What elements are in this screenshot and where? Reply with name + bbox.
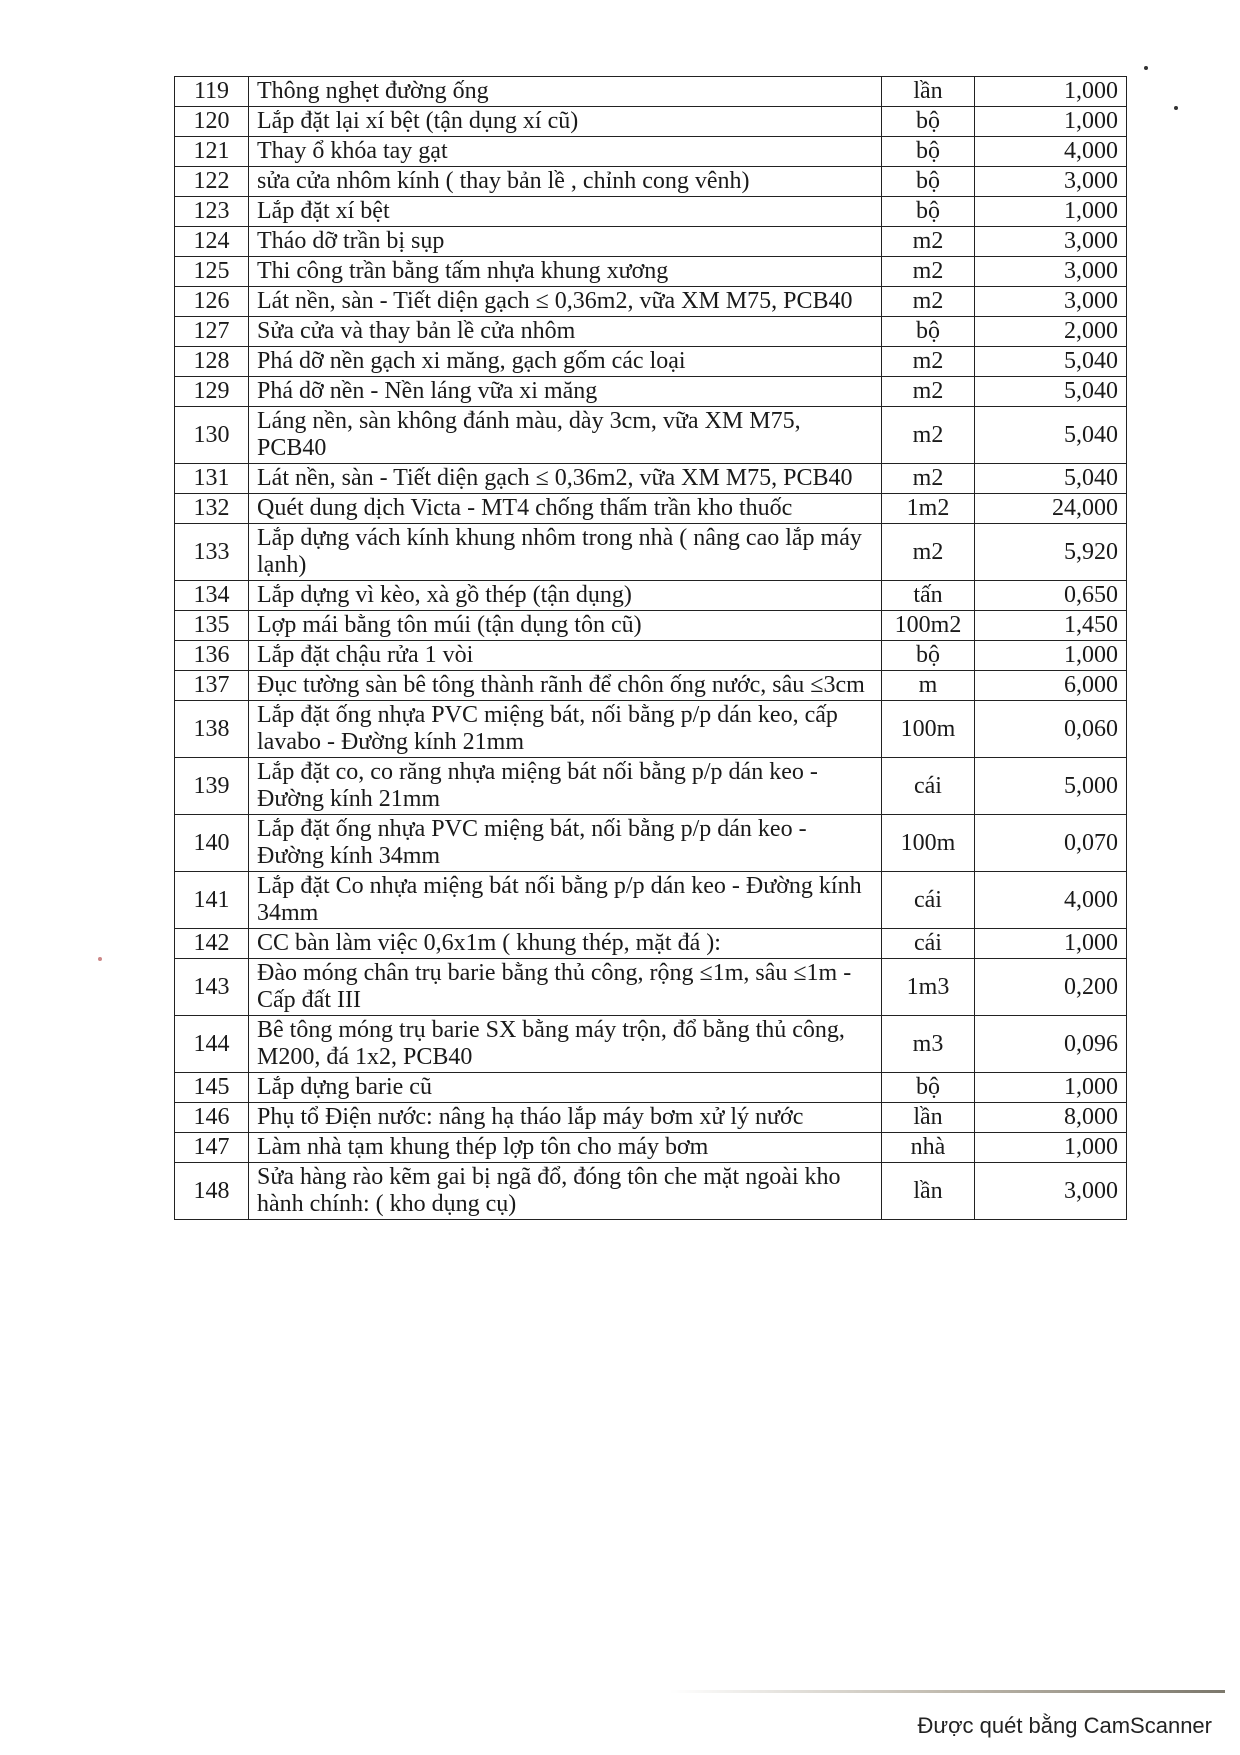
row-unit: 100m	[882, 701, 975, 758]
row-number: 131	[175, 464, 249, 494]
row-number: 135	[175, 611, 249, 641]
scan-speck	[98, 957, 102, 961]
row-description: Lắp dựng vách kính khung nhôm trong nhà ( nâng cao lắp máy lạnh)	[249, 524, 882, 581]
row-quantity: 1,000	[975, 107, 1127, 137]
row-number: 139	[175, 758, 249, 815]
row-description: Phá dỡ nền gạch xi măng, gạch gốm các loại	[249, 347, 882, 377]
row-quantity: 1,000	[975, 1073, 1127, 1103]
row-unit: m2	[882, 257, 975, 287]
row-unit: lần	[882, 1163, 975, 1220]
row-quantity: 0,070	[975, 815, 1127, 872]
row-quantity: 1,000	[975, 1133, 1127, 1163]
row-unit: bộ	[882, 107, 975, 137]
table-row	[175, 815, 1127, 872]
row-number: 132	[175, 494, 249, 524]
row-unit: m3	[882, 1016, 975, 1073]
table-row	[175, 641, 1127, 671]
table-row	[175, 77, 1127, 107]
row-quantity: 5,920	[975, 524, 1127, 581]
table-row	[175, 347, 1127, 377]
row-description: Lắp đặt chậu rửa 1 vòi	[249, 641, 882, 671]
row-unit: bộ	[882, 317, 975, 347]
row-quantity: 5,040	[975, 407, 1127, 464]
table-row	[175, 1073, 1127, 1103]
row-unit: bộ	[882, 1073, 975, 1103]
row-number: 134	[175, 581, 249, 611]
row-unit: m2	[882, 227, 975, 257]
row-unit: cái	[882, 758, 975, 815]
row-description: Sửa hàng rào kẽm gai bị ngã đổ, đóng tôn che mặt ngoài kho hành chính: ( kho dụng cụ)	[249, 1163, 882, 1220]
row-quantity: 5,040	[975, 464, 1127, 494]
row-description: Lắp dựng vì kèo, xà gồ thép (tận dụng)	[249, 581, 882, 611]
row-number: 123	[175, 197, 249, 227]
row-unit: bộ	[882, 641, 975, 671]
table-row	[175, 872, 1127, 929]
row-description: sửa cửa nhôm kính ( thay bản lề , chỉnh cong vênh)	[249, 167, 882, 197]
scan-speck	[1174, 106, 1178, 110]
row-unit: 1m2	[882, 494, 975, 524]
row-description: Lát nền, sàn - Tiết diện gạch ≤ 0,36m2, vữa XM M75, PCB40	[249, 464, 882, 494]
row-unit: lần	[882, 77, 975, 107]
table-body	[175, 77, 1127, 1220]
row-quantity: 6,000	[975, 671, 1127, 701]
row-quantity: 3,000	[975, 287, 1127, 317]
row-number: 143	[175, 959, 249, 1016]
row-quantity: 2,000	[975, 317, 1127, 347]
table-row	[175, 494, 1127, 524]
table-row	[175, 287, 1127, 317]
row-unit: cái	[882, 929, 975, 959]
row-unit: bộ	[882, 137, 975, 167]
row-number: 142	[175, 929, 249, 959]
row-number: 133	[175, 524, 249, 581]
row-description: Lắp đặt co, co răng nhựa miệng bát nối bằng p/p dán keo - Đường kính 21mm	[249, 758, 882, 815]
row-quantity: 24,000	[975, 494, 1127, 524]
table-row	[175, 167, 1127, 197]
row-number: 128	[175, 347, 249, 377]
table-row	[175, 137, 1127, 167]
row-quantity: 3,000	[975, 1163, 1127, 1220]
row-quantity: 1,000	[975, 641, 1127, 671]
row-number: 148	[175, 1163, 249, 1220]
row-unit: 100m2	[882, 611, 975, 641]
row-number: 138	[175, 701, 249, 758]
row-description: Lắp đặt ống nhựa PVC miệng bát, nối bằng p/p dán keo - Đường kính 34mm	[249, 815, 882, 872]
work-items-table	[174, 76, 1127, 1220]
table-row	[175, 611, 1127, 641]
row-quantity: 8,000	[975, 1103, 1127, 1133]
table-row	[175, 758, 1127, 815]
row-unit: 1m3	[882, 959, 975, 1016]
row-number: 124	[175, 227, 249, 257]
table-row	[175, 257, 1127, 287]
row-unit: m2	[882, 407, 975, 464]
table-row	[175, 197, 1127, 227]
row-number: 140	[175, 815, 249, 872]
table-row	[175, 1103, 1127, 1133]
row-description: Phụ tổ Điện nước: nâng hạ tháo lắp máy bơm xử lý nước	[249, 1103, 882, 1133]
row-number: 137	[175, 671, 249, 701]
row-quantity: 1,000	[975, 77, 1127, 107]
table-row	[175, 317, 1127, 347]
row-description: Lợp mái bằng tôn múi (tận dụng tôn cũ)	[249, 611, 882, 641]
row-description: Lắp đặt xí bệt	[249, 197, 882, 227]
row-number: 125	[175, 257, 249, 287]
row-quantity: 3,000	[975, 167, 1127, 197]
scan-speck	[1144, 66, 1148, 70]
row-quantity: 1,450	[975, 611, 1127, 641]
row-quantity: 0,200	[975, 959, 1127, 1016]
row-number: 147	[175, 1133, 249, 1163]
row-number: 146	[175, 1103, 249, 1133]
row-unit: m2	[882, 377, 975, 407]
row-quantity: 4,000	[975, 872, 1127, 929]
row-unit: 100m	[882, 815, 975, 872]
row-quantity: 0,650	[975, 581, 1127, 611]
table-row	[175, 107, 1127, 137]
row-description: Tháo dỡ trần bị sụp	[249, 227, 882, 257]
row-description: Láng nền, sàn không đánh màu, dày 3cm, vữa XM M75, PCB40	[249, 407, 882, 464]
row-unit: m2	[882, 524, 975, 581]
table-row	[175, 1163, 1127, 1220]
row-description: Thay ổ khóa tay gạt	[249, 137, 882, 167]
row-quantity: 5,040	[975, 377, 1127, 407]
table-row	[175, 407, 1127, 464]
row-number: 126	[175, 287, 249, 317]
row-quantity: 3,000	[975, 227, 1127, 257]
row-number: 130	[175, 407, 249, 464]
row-description: Sửa cửa và thay bản lề cửa nhôm	[249, 317, 882, 347]
row-description: Làm nhà tạm khung thép lợp tôn cho máy bơm	[249, 1133, 882, 1163]
row-unit: m	[882, 671, 975, 701]
row-unit: bộ	[882, 167, 975, 197]
row-description: Đục tường sàn bê tông thành rãnh để chôn ống nước, sâu ≤3cm	[249, 671, 882, 701]
row-description: Lắp dựng barie cũ	[249, 1073, 882, 1103]
row-quantity: 5,040	[975, 347, 1127, 377]
row-unit: m2	[882, 464, 975, 494]
row-description: Đào móng chân trụ barie bằng thủ công, rộng ≤1m, sâu ≤1m - Cấp đất III	[249, 959, 882, 1016]
table-row	[175, 377, 1127, 407]
row-description: Lắp đặt lại xí bệt (tận dụng xí cũ)	[249, 107, 882, 137]
camscanner-watermark: Được quét bằng CamScanner	[917, 1713, 1212, 1738]
row-unit: cái	[882, 872, 975, 929]
row-unit: bộ	[882, 197, 975, 227]
row-number: 145	[175, 1073, 249, 1103]
row-number: 141	[175, 872, 249, 929]
table-row	[175, 581, 1127, 611]
row-description: Lắp đặt ống nhựa PVC miệng bát, nối bằng p/p dán keo, cấp lavabo - Đường kính 21mm	[249, 701, 882, 758]
row-quantity: 4,000	[975, 137, 1127, 167]
row-unit: nhà	[882, 1133, 975, 1163]
table-row	[175, 524, 1127, 581]
row-unit: m2	[882, 347, 975, 377]
table-row	[175, 227, 1127, 257]
row-number: 120	[175, 107, 249, 137]
row-description: Lắp đặt Co nhựa miệng bát nối bằng p/p dán keo - Đường kính 34mm	[249, 872, 882, 929]
table-row	[175, 701, 1127, 758]
row-number: 121	[175, 137, 249, 167]
row-quantity: 0,096	[975, 1016, 1127, 1073]
row-number: 119	[175, 77, 249, 107]
row-number: 144	[175, 1016, 249, 1073]
row-description: Phá dỡ nền - Nền láng vữa xi măng	[249, 377, 882, 407]
table-row	[175, 1133, 1127, 1163]
row-quantity: 5,000	[975, 758, 1127, 815]
row-description: Thi công trần bằng tấm nhựa khung xương	[249, 257, 882, 287]
row-description: Quét dung dịch Victa - MT4 chống thấm trần kho thuốc	[249, 494, 882, 524]
table-row	[175, 959, 1127, 1016]
row-description: CC bàn làm việc 0,6x1m ( khung thép, mặt đá ):	[249, 929, 882, 959]
row-quantity: 3,000	[975, 257, 1127, 287]
row-number: 129	[175, 377, 249, 407]
row-quantity: 0,060	[975, 701, 1127, 758]
scan-edge-line	[670, 1690, 1225, 1693]
row-quantity: 1,000	[975, 929, 1127, 959]
row-description: Bê tông móng trụ barie SX bằng máy trộn, đổ bằng thủ công, M200, đá 1x2, PCB40	[249, 1016, 882, 1073]
row-unit: m2	[882, 287, 975, 317]
table-row	[175, 1016, 1127, 1073]
row-description: Thông nghẹt đường ống	[249, 77, 882, 107]
row-number: 127	[175, 317, 249, 347]
table-row	[175, 464, 1127, 494]
row-unit: tấn	[882, 581, 975, 611]
row-description: Lát nền, sàn - Tiết diện gạch ≤ 0,36m2, vữa XM M75, PCB40	[249, 287, 882, 317]
row-unit: lần	[882, 1103, 975, 1133]
table-row	[175, 671, 1127, 701]
row-number: 122	[175, 167, 249, 197]
row-quantity: 1,000	[975, 197, 1127, 227]
table-row	[175, 929, 1127, 959]
row-number: 136	[175, 641, 249, 671]
